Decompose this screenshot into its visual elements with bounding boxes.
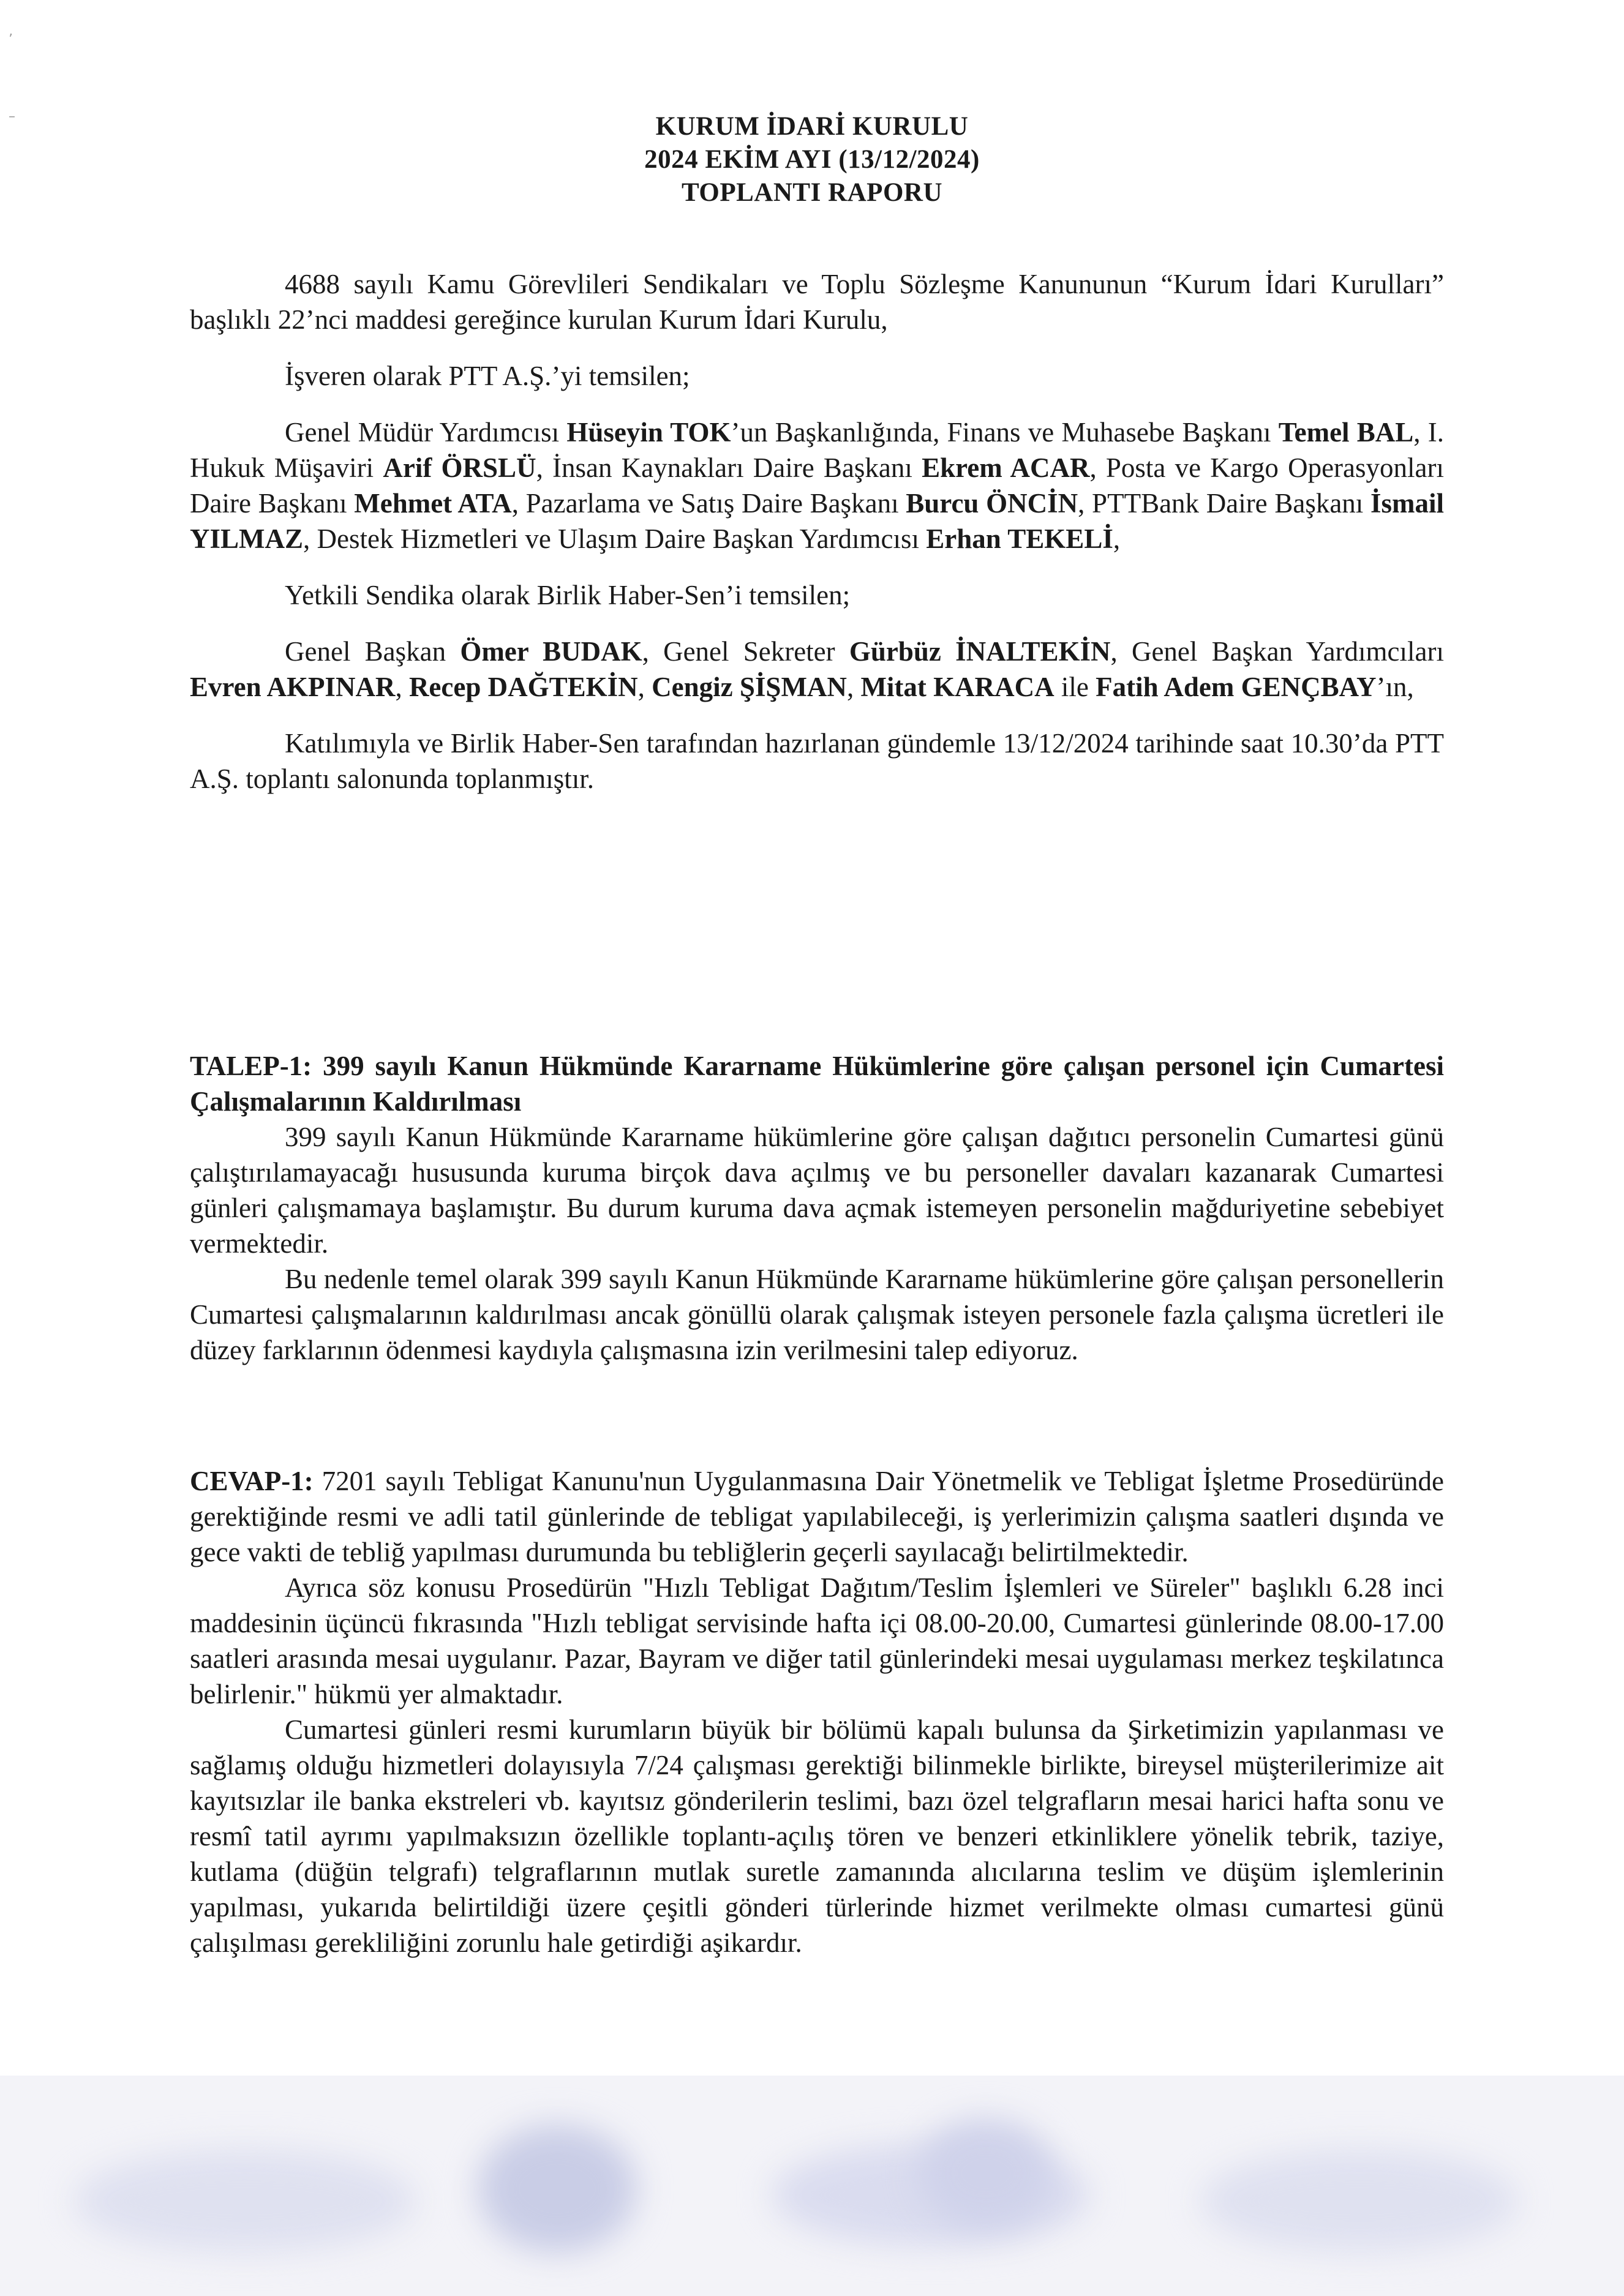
text-segment: , Genel Başkan Yardımcıları [1110,636,1444,667]
intro-paragraph: 4688 sayılı Kamu Görevlileri Sendikaları ve Toplu Sözleşme Kanununun “Kurum İdari Kurulları” başlıklı 22’nci maddesi gereğince kurulan Kurum İdari Kurulu, [190,269,1444,335]
person-name: Fatih Adem GENÇBAY [1096,672,1377,702]
answer-1-label: CEVAP-1: [190,1466,314,1496]
header-report-title: TOPLANTI RAPORU [682,178,942,207]
redacted-signature-area [0,2076,1624,2296]
person-name: Evren AKPINAR [190,672,396,702]
person-name: Erhan TEKELİ [926,523,1113,554]
request-1-heading: TALEP-1: 399 sayılı Kanun Hükmünde Kararname Hükümlerine göre çalışan personel için Cumartesi Çalışmalarının Kaldırılması [190,1051,1444,1117]
person-name: Recep DAĞTEKİN [408,672,638,702]
scan-mark: – [9,109,15,124]
person-name: Burcu ÖNCİN [906,488,1078,519]
text-segment: , Pazarlama ve Satış Daire Başkanı [511,488,906,519]
text-segment: , [637,672,652,702]
text-segment: , Genel Sekreter [642,636,849,667]
header-meeting-date: 2024 EKİM AYI (13/12/2024) [644,145,980,174]
request-1-section [190,1048,1444,1368]
person-name: Ömer BUDAK [460,636,642,667]
header-title: KURUM İDARİ KURULU [655,112,969,141]
text-segment: , [1113,523,1121,554]
answer-1-paragraph: Cumartesi günleri resmi kurumların büyük bir bölümü kapalı bulunsa da Şirketimizin yapılanması ve sağlamış olduğu hizmetleri dolayısıyla 7/24 çalışması gerektiği bilinmekle birlikte, bireysel müşterilerimize ait kayıtsızlar ile banka ekstreleri vb. kayıtsız gönderilerin teslimi, bazı özel telgrafların mesai harici hafta sonu ve resmî tatil ayrımı yapılmaksızın özellikle toplantı-açılış tören ve benzeri etkinliklere yönelik tebrik, taziye, kutlama (düğün telgrafı) telgraflarının mutlak suretle zamanında alıcılarına teslim ve düşüm işlemlerinin yapılması, yukarıda belirtildiği üzere çeşitli gönderi türlerinde hizmet verilmekte olması cumartesi günü çalışılması gerekliliğini zorunlu hale getirdiği aşikardır. [190,1714,1444,1958]
text-segment: ’ın, [1376,672,1414,702]
person-name: Arif ÖRSLÜ [383,452,536,483]
answer-1-paragraph [190,1463,1444,1570]
text-segment: , PTTBank Daire Başkanı [1078,488,1370,519]
text-segment: ’un Başkanlığında, Finans ve Muhasebe Başkanı [731,417,1279,448]
text-segment: ile [1054,672,1096,702]
text-segment: , [395,672,409,702]
answer-1-paragraph: Ayrıca söz konusu Prosedürün "Hızlı Tebligat Dağıtım/Teslim İşlemleri ve Süreler" başlıklı 6.28 inci maddesinin üçüncü fıkrasında "Hızlı tebligat servisinde hafta içi 08.00-20.00, Cumartesi günlerinde 08.00-17.00 saatleri arasında mesai uygulanır. Pazar, Bayram ve diğer tatil günlerindeki mesai uygulaması merkez teşkilatınca belirlenir." hükmü yer almaktadır. [190,1572,1444,1709]
text-segment: , Destek Hizmetleri ve Ulaşım Daire Başkan Yardımcısı [303,523,927,554]
person-name: Mitat KARACA [860,672,1054,702]
answer-1-section [190,1463,1444,1960]
person-name: Hüseyin TOK [566,417,731,448]
person-name: Gürbüz İNALTEKİN [849,636,1111,667]
person-name: Temel BAL [1278,417,1414,448]
text-segment: , İnsan Kaynakları Daire Başkanı [536,452,922,483]
scan-mark: ʼ [9,32,13,47]
employer-representatives [190,415,1444,557]
person-name: İsmail YILMAZ [190,488,1444,554]
text-segment: , I. Hukuk Müşaviri [190,417,1444,483]
request-1-paragraph: 399 sayılı Kanun Hükmünde Kararname hükümlerine göre çalışan dağıtıcı personelin Cumartesi günü çalıştırılamayacağı hususunda kuruma birçok dava açılmış ve bu personeller davaları kazanarak Cumartesi günleri çalışmamaya başlamıştır. Bu durum kuruma dava açmak istemeyen personelin mağduriyetine sebebiyet vermektedir. [190,1122,1444,1259]
text-segment: Genel Başkan [285,636,461,667]
person-name: Ekrem ACAR [922,452,1090,483]
text-segment: Genel Müdür Yardımcısı [285,417,567,448]
text-segment: , Posta ve Kargo Operasyonları Daire Başkanı [190,452,1444,519]
answer-1-text: 7201 sayılı Tebligat Kanunu'nun Uygulanmasına Dair Yönetmelik ve Tebligat İşletme Prosedüründe gerektiğinde resmi ve adli tatil günlerinde de tebligat yapılabileceği, iş yerlerimizin çalışma saatleri dışında ve gece vakti de tebliğ yapılması durumunda bu tebliğlerin geçerli sayılacağı belirtilmektedir. [190,1466,1444,1567]
union-line: Yetkili Sendika olarak Birlik Haber-Sen’i temsilen; [285,580,851,610]
person-name: Mehmet ATA [354,488,512,519]
intro-section [190,266,1444,797]
report-header [0,110,1624,209]
person-name: Cengiz ŞİŞMAN [652,672,847,702]
meeting-closing: Katılımıyla ve Birlik Haber-Sen tarafından hazırlanan gündemle 13/12/2024 tarihinde saat 10.30’da PTT A.Ş. toplantı salonunda toplanmıştır. [190,728,1444,794]
employer-line: İşveren olarak PTT A.Ş.’yi temsilen; [285,361,690,391]
request-1-paragraph: Bu nedenle temel olarak 399 sayılı Kanun Hükmünde Kararname hükümlerine göre çalışan personellerin Cumartesi çalışmalarının kaldırılması ancak gönüllü olarak çalışmak isteyen personele fazla çalışma ücretleri ile düzey farklarının ödenmesi kaydıyla çalışmasına izin verilmesini talep ediyoruz. [190,1264,1444,1365]
text-segment: , [846,672,861,702]
union-representatives [190,634,1444,705]
